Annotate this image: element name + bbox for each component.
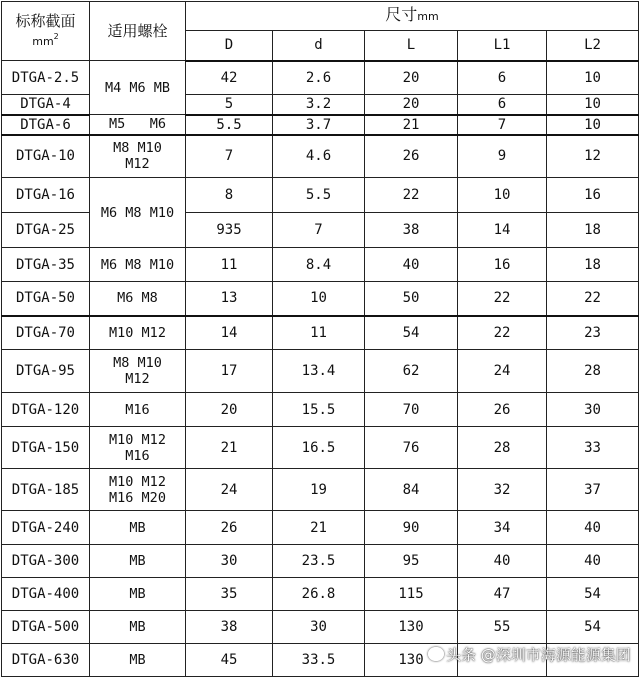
header-spec <box>2 2 90 61</box>
table-row <box>2 248 639 282</box>
table-row <box>2 282 639 316</box>
value-cell: 62 <box>365 350 458 393</box>
value-cell: 13.4 <box>273 350 365 393</box>
table-row <box>2 135 639 178</box>
table-row <box>2 427 639 469</box>
value-cell: 10 <box>273 282 365 316</box>
value-cell: 26 <box>458 393 547 427</box>
table-row <box>2 178 639 213</box>
value-cell: 20 <box>186 393 273 427</box>
model-cell: DTGA-150 <box>2 427 90 469</box>
value-cell: 55 <box>458 611 547 644</box>
bolt-text: M8 M10 <box>113 140 162 157</box>
value-cell: 50 <box>365 282 458 316</box>
header-col-L: L <box>365 31 458 61</box>
model-cell: DTGA-25 <box>2 213 90 248</box>
bolt-cell: M6 M8 <box>90 282 186 316</box>
bolt-cell <box>90 427 186 469</box>
value-cell: 22 <box>458 282 547 316</box>
value-cell: 47 <box>458 578 547 611</box>
value-cell: 16 <box>547 178 639 213</box>
value-cell: 13 <box>186 282 273 316</box>
value-cell: 40 <box>458 545 547 578</box>
model-cell: DTGA-2.5 <box>2 61 90 95</box>
model-cell: DTGA-70 <box>2 316 90 350</box>
value-cell: 45 <box>186 644 273 677</box>
value-cell: 7 <box>273 213 365 248</box>
value-cell: 935 <box>186 213 273 248</box>
value-cell: 115 <box>365 578 458 611</box>
value-cell: 7 <box>186 135 273 178</box>
value-cell: 37 <box>547 469 639 511</box>
value-cell: 30 <box>186 545 273 578</box>
value-cell: 23.5 <box>273 545 365 578</box>
value-cell: 84 <box>365 469 458 511</box>
value-cell: 40 <box>547 545 639 578</box>
table-row <box>2 469 639 511</box>
model-cell: DTGA-120 <box>2 393 90 427</box>
table-row <box>2 545 639 578</box>
value-cell: 20 <box>365 61 458 95</box>
value-cell: 26.8 <box>273 578 365 611</box>
value-cell: 34 <box>458 511 547 545</box>
value-cell: 21 <box>365 115 458 135</box>
bolt-text: M10 M12 <box>109 431 166 448</box>
table-row <box>2 316 639 350</box>
bolt-cell: M6 M8 M10 <box>90 248 186 282</box>
value-cell: 54 <box>547 611 639 644</box>
value-cell: 9 <box>458 135 547 178</box>
value-cell: 14 <box>186 316 273 350</box>
value-cell: 5.5 <box>186 115 273 135</box>
value-cell: 23 <box>547 316 639 350</box>
model-cell: DTGA-50 <box>2 282 90 316</box>
value-cell: 12 <box>547 135 639 178</box>
bolt-cell: MB <box>90 644 186 677</box>
bolt-cell <box>90 469 186 511</box>
value-cell: 40 <box>365 248 458 282</box>
chat-bubble-icon <box>428 647 444 661</box>
bolt-cell <box>90 350 186 393</box>
value-cell: 22 <box>458 316 547 350</box>
spec-table <box>1 1 639 677</box>
value-cell: 76 <box>365 427 458 469</box>
value-cell: 40 <box>547 511 639 545</box>
bolt-text: M5 <box>109 116 126 133</box>
value-cell: 32 <box>458 469 547 511</box>
bolt-cell: MB <box>90 611 186 644</box>
bolt-cell: M6 M8 M10 <box>90 178 186 248</box>
header-col-L2: L2 <box>547 31 639 61</box>
value-cell: 70 <box>365 393 458 427</box>
value-cell: 6 <box>458 95 547 115</box>
value-cell: 130 <box>365 611 458 644</box>
value-cell: 130 <box>365 644 458 677</box>
value-cell: 4.6 <box>273 135 365 178</box>
value-cell: 95 <box>365 545 458 578</box>
header-dim-unit: mm <box>417 10 439 23</box>
bolt-cell: M10 M12 <box>90 316 186 350</box>
value-cell: 10 <box>547 95 639 115</box>
model-cell: DTGA-630 <box>2 644 90 677</box>
value-cell: 33.5 <box>273 644 365 677</box>
model-cell: DTGA-10 <box>2 135 90 178</box>
bolt-text: M16 M20 <box>109 489 166 506</box>
header-spec-label: 标称截面 <box>15 11 76 30</box>
value-cell: 22 <box>547 282 639 316</box>
model-cell: DTGA-240 <box>2 511 90 545</box>
header-col-D: D <box>186 31 273 61</box>
value-cell: 38 <box>186 611 273 644</box>
bolt-text: M8 M10 <box>113 355 162 371</box>
model-cell: DTGA-6 <box>2 115 90 135</box>
value-cell: 16 <box>458 248 547 282</box>
value-cell: 30 <box>547 393 639 427</box>
watermark <box>428 644 631 665</box>
value-cell: 3.2 <box>273 95 365 115</box>
bolt-text: M10 M12 <box>109 473 166 490</box>
table-row <box>2 61 639 95</box>
value-cell: 19 <box>273 469 365 511</box>
bolt-cell: MB <box>90 578 186 611</box>
value-cell: 18 <box>547 248 639 282</box>
value-cell: 21 <box>273 511 365 545</box>
bolt-text: M12 <box>125 371 150 387</box>
value-cell: 16.5 <box>273 427 365 469</box>
value-cell: 33 <box>547 427 639 469</box>
value-cell: 30 <box>273 611 365 644</box>
value-cell: 10 <box>547 61 639 95</box>
table-row <box>2 350 639 393</box>
value-cell: 42 <box>186 61 273 95</box>
value-cell: 10 <box>458 178 547 213</box>
model-cell: DTGA-400 <box>2 578 90 611</box>
value-cell: 7 <box>458 115 547 135</box>
model-cell: DTGA-185 <box>2 469 90 511</box>
model-cell: DTGA-35 <box>2 248 90 282</box>
bolt-text: M12 <box>125 156 150 173</box>
watermark-text: 头条 @深圳市海源能源集团 <box>446 646 631 664</box>
value-cell: 26 <box>365 135 458 178</box>
bolt-text: M6 <box>149 116 166 133</box>
table-row <box>2 578 639 611</box>
value-cell: 38 <box>365 213 458 248</box>
value-cell: 14 <box>458 213 547 248</box>
header-dim-label: 尺寸 <box>385 5 418 24</box>
model-cell: DTGA-4 <box>2 95 90 115</box>
bolt-cell: M4 M6 MB <box>90 61 186 115</box>
model-cell: DTGA-500 <box>2 611 90 644</box>
value-cell: 3.7 <box>273 115 365 135</box>
value-cell: 54 <box>365 316 458 350</box>
value-cell: 35 <box>186 578 273 611</box>
value-cell: 5 <box>186 95 273 115</box>
bolt-cell <box>90 115 186 135</box>
table-row <box>2 393 639 427</box>
value-cell: 8.4 <box>273 248 365 282</box>
header-bolt: 适用螺栓 <box>90 2 186 61</box>
value-cell: 17 <box>186 350 273 393</box>
bolt-cell: M16 <box>90 393 186 427</box>
header-row-1 <box>2 2 639 31</box>
value-cell: 54 <box>547 578 639 611</box>
value-cell: 18 <box>547 213 639 248</box>
value-cell: 11 <box>186 248 273 282</box>
header-spec-unit-sup: 2 <box>53 31 59 41</box>
model-cell: DTGA-16 <box>2 178 90 213</box>
value-cell: 24 <box>186 469 273 511</box>
value-cell: 5.5 <box>273 178 365 213</box>
header-col-L1: L1 <box>458 31 547 61</box>
table-row <box>2 115 639 135</box>
value-cell: 28 <box>547 350 639 393</box>
value-cell: 20 <box>365 95 458 115</box>
value-cell: 8 <box>186 178 273 213</box>
header-spec-unit: mm <box>32 34 54 48</box>
value-cell: 2.6 <box>273 61 365 95</box>
bolt-text: M16 <box>125 447 150 464</box>
bolt-cell: MB <box>90 511 186 545</box>
value-cell: 11 <box>273 316 365 350</box>
value-cell: 6 <box>458 61 547 95</box>
value-cell: 15.5 <box>273 393 365 427</box>
model-cell: DTGA-300 <box>2 545 90 578</box>
value-cell: 10 <box>547 115 639 135</box>
header-dimensions <box>186 2 639 31</box>
value-cell: 21 <box>186 427 273 469</box>
bolt-cell <box>90 135 186 178</box>
table-row <box>2 511 639 545</box>
table-row <box>2 611 639 644</box>
bolt-cell: MB <box>90 545 186 578</box>
value-cell: 26 <box>186 511 273 545</box>
value-cell: 22 <box>365 178 458 213</box>
value-cell: 90 <box>365 511 458 545</box>
value-cell: 24 <box>458 350 547 393</box>
model-cell: DTGA-95 <box>2 350 90 393</box>
header-col-d: d <box>273 31 365 61</box>
value-cell: 28 <box>458 427 547 469</box>
